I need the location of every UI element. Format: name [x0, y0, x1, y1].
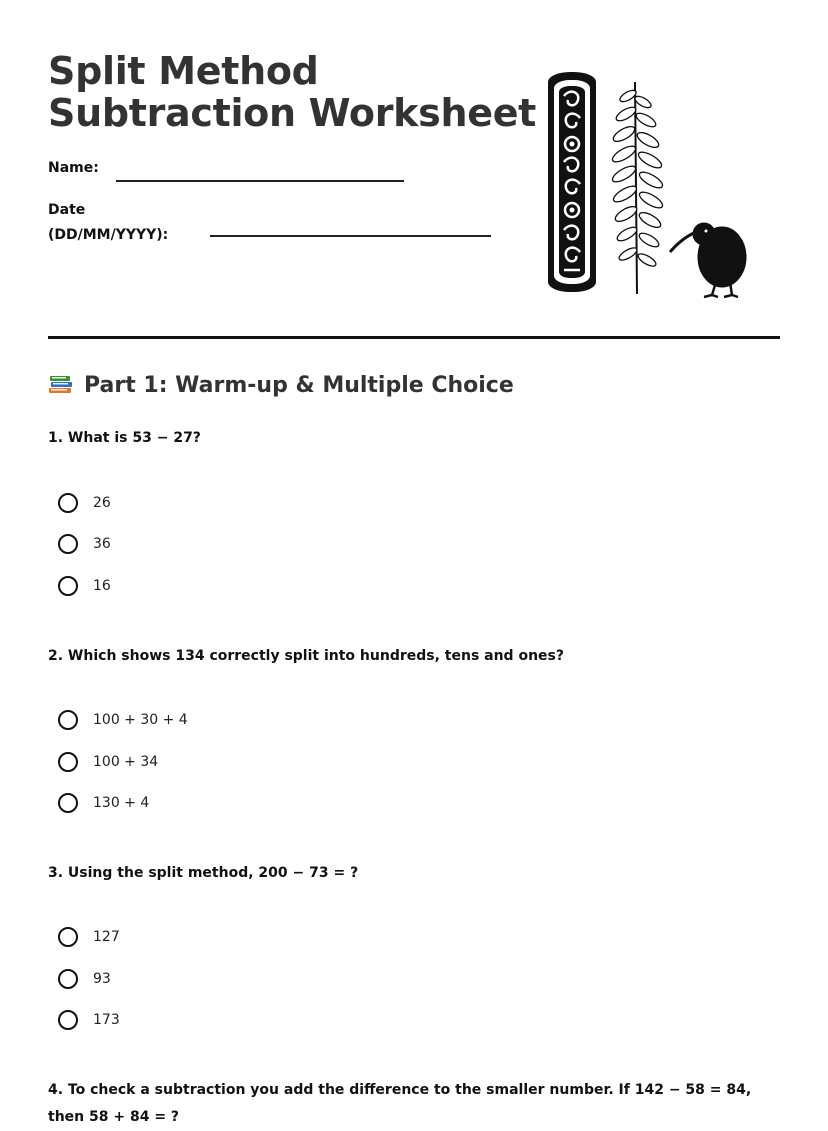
question-3-text: 3. Using the split method, 200 − 73 = ? — [48, 865, 359, 881]
q3-option-a[interactable] — [58, 925, 120, 949]
books-icon — [48, 372, 74, 398]
radio-button[interactable] — [58, 576, 78, 596]
question-4-text: 4. To check a subtraction you add the difference to the smaller number. If 142 − 58 = 84, then 58 + 84 = ? — [48, 1082, 752, 1125]
radio-button[interactable] — [58, 710, 78, 730]
q2-option-a[interactable] — [58, 708, 188, 732]
title-line-2: Subtraction Worksheet — [48, 91, 537, 135]
option-label: 127 — [93, 929, 120, 945]
fern-icon — [610, 82, 665, 294]
part1-heading — [48, 372, 514, 398]
kiwi-bird-icon — [670, 223, 746, 297]
date-field[interactable] — [210, 235, 491, 237]
option-label: 173 — [93, 1012, 120, 1028]
radio-button[interactable] — [58, 927, 78, 947]
question-1-text: 1. What is 53 − 27? — [48, 430, 201, 446]
header-illustration — [540, 62, 760, 306]
q3-option-c[interactable] — [58, 1008, 120, 1032]
q1-option-c[interactable] — [58, 574, 111, 598]
radio-button[interactable] — [58, 793, 78, 813]
option-label: 100 + 34 — [93, 754, 159, 770]
q1-option-a[interactable] — [58, 491, 111, 515]
header-divider — [48, 336, 780, 339]
name-field[interactable] — [116, 180, 404, 182]
worksheet-title — [48, 50, 536, 134]
option-label: 100 + 30 + 4 — [93, 712, 188, 728]
radio-button[interactable] — [58, 1010, 78, 1030]
name-label: Name: — [48, 160, 99, 176]
date-label — [48, 198, 168, 248]
date-label-line-1: Date — [48, 202, 86, 218]
option-label: 93 — [93, 971, 111, 987]
date-label-line-2: (DD/MM/YYYY): — [48, 227, 169, 243]
radio-button[interactable] — [58, 534, 78, 554]
q2-option-c[interactable] — [58, 791, 149, 815]
q3-option-b[interactable] — [58, 967, 111, 991]
carved-pou-icon — [548, 72, 596, 292]
option-label: 16 — [93, 578, 111, 594]
option-label: 36 — [93, 536, 111, 552]
radio-button[interactable] — [58, 969, 78, 989]
part1-heading-text: Part 1: Warm-up & Multiple Choice — [84, 372, 514, 398]
option-label: 26 — [93, 495, 111, 511]
title-line-1: Split Method — [48, 49, 319, 93]
question-2-text: 2. Which shows 134 correctly split into hundreds, tens and ones? — [48, 648, 564, 664]
radio-button[interactable] — [58, 752, 78, 772]
q2-option-b[interactable] — [58, 750, 158, 774]
radio-button[interactable] — [58, 493, 78, 513]
option-label: 130 + 4 — [93, 795, 150, 811]
q1-option-b[interactable] — [58, 532, 111, 556]
